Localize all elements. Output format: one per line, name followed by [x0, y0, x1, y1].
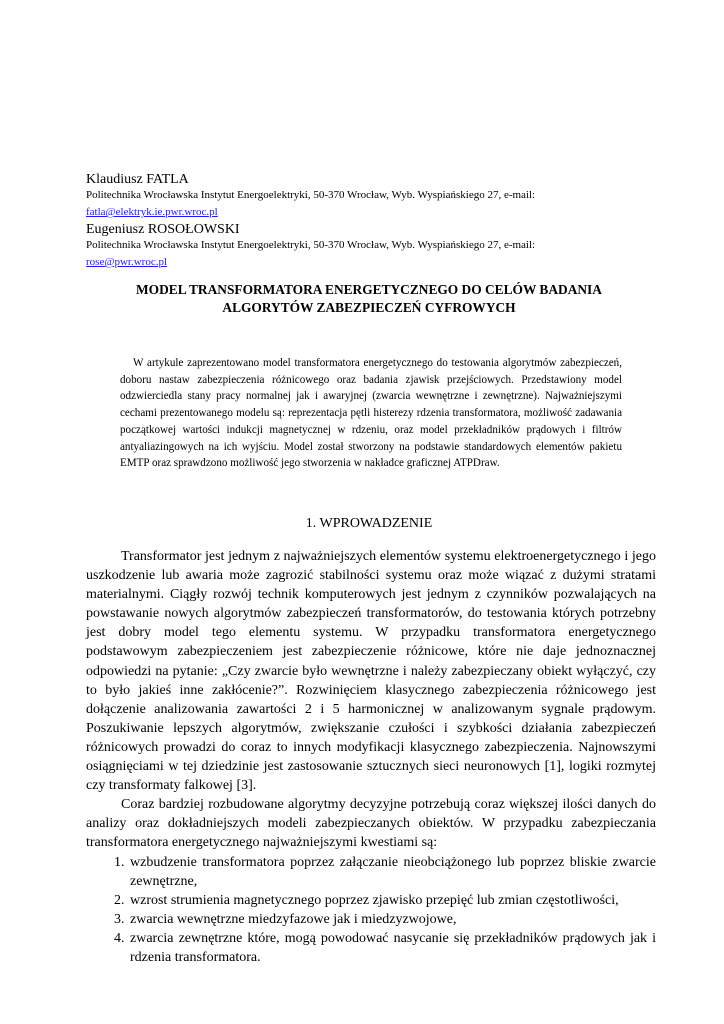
paper-title-line: ALGORYTÓW ZABEZPIECZEŃ CYFROWYCH [222, 299, 516, 315]
list-item: 3. zwarcia wewnętrzne miedzyfazowe jak i miedzyzwojowe, [128, 910, 656, 929]
author-name: Klaudiusz FATLA [86, 172, 189, 187]
author-affiliation: Politechnika Wrocławska Instytut Energoelektryki, 50-370 Wrocław, Wyb. Wyspiańskiego 27, e-mail: [86, 239, 536, 251]
author-block [86, 222, 646, 270]
author-email-link[interactable]: fatla@elektryk.ie.pwr.wroc.pl [86, 206, 218, 218]
list-item: 4. zwarcia zewnętrzne które, mogą powodować nasycanie się przekładników prądowych jak i rdzenia transformatora. [128, 929, 656, 967]
author-list [86, 172, 646, 270]
body-paragraph: Transformator jest jednym z najważniejszych elementów systemu elektroenergetycznego i jego uszkodzenie lub awaria może zagrozić stabilności systemu oraz może wiązać z dużymi stratami materialnymi. Ciągły rozwój technik komputerowych jest jednym z czynników pozwalających na powstawanie nowych algorytmów zabezpieczeń transformatorów, do testowania których potrzebny jest dobry model tego elementu systemu. W przypadku transformatora energetycznego podstawowym zabezpieczeniem jest zabezpieczenie różnicowe, które nie daje jednoznacznej odpowiedzi na pytanie: „Czy zwarcie było wewnętrzne i należy zabezpieczany obiekt wyłączyć, czy to było jakieś inne zakłócenie?”. Rozwinięciem klasycznego zabezpieczenia różnicowego jest dołączenie analizowania zawartości 2 i 5 harmonicznej w analizowanym sygnale prądowym. Poszukiwanie lepszych algorytmów, zwiększanie czułości i szybkości działania zabezpieczeń różnicowych prowadzi do coraz to innych modyfikacji klasycznego zabezpieczenia. Najnowszymi osiągnięciami w tej dziedzinie jest zastosowanie sztucznych sieci neuronowych [1], logiki rozmytej czy transformaty falkowej [3]. [86, 549, 656, 794]
issues-list [86, 853, 656, 968]
paper-title [86, 281, 652, 316]
author-block [86, 172, 646, 220]
body-paragraph: Coraz bardziej rozbudowane algorytmy decyzyjne potrzebują coraz większej ilości danych do analizy oraz dokładniejszych modeli zabezpieczanych obiektów. W przypadku zabezpieczania transformatora energetycznego najważniejszymi kwestiami są: [86, 797, 656, 851]
section-heading: 1. WPROWADZENIE [305, 516, 433, 531]
author-email-link[interactable]: rose@pwr.wroc.pl [86, 256, 168, 268]
list-item: 2. wzrost strumienia magnetycznego poprzez zjawisko przepięć lub zmian częstotliwości, [128, 891, 656, 910]
abstract: W artykule zaprezentowano model transformatora energetycznego do testowania algorytmów zabezpieczeń, doboru nastaw zabezpieczenia różnicowego oraz badania zjawisk przejściowych. Przedstawiony model odzwierciedla stany pracy normalnej jak i awaryjnej (zwarcia wewnętrzne i zewnętrzne). Najważniejszymi cechami prezentowanego modelu są: reprezentacja pętli histerezy rdzenia transformatora, możliwość zadawania początkowej wartości indukcji magnetycznej w rdzeniu, oraz model przekładników prądowych i filtrów antyaliazingowych na ich wyjściu. Model został stworzony na podstawie standardowych elementów pakietu EMTP oraz sprawdzono możliwość jego stworzenia w nakładce graficznej ATPDraw. [120, 357, 622, 470]
author-name: Eugeniusz ROSOŁOWSKI [86, 222, 240, 237]
paper-title-line: MODEL TRANSFORMATORA ENERGETYCZNEGO DO CELÓW BADANIA [136, 282, 602, 297]
list-item: 1. wzbudzenie transformatora poprzez załączanie nieobciążonego lub poprzez bliskie zwarcie zewnętrzne, [128, 853, 656, 891]
author-affiliation: Politechnika Wrocławska Instytut Energoelektryki, 50-370 Wrocław, Wyb. Wyspiańskiego 27, e-mail: [86, 189, 536, 201]
section-body [86, 547, 656, 967]
